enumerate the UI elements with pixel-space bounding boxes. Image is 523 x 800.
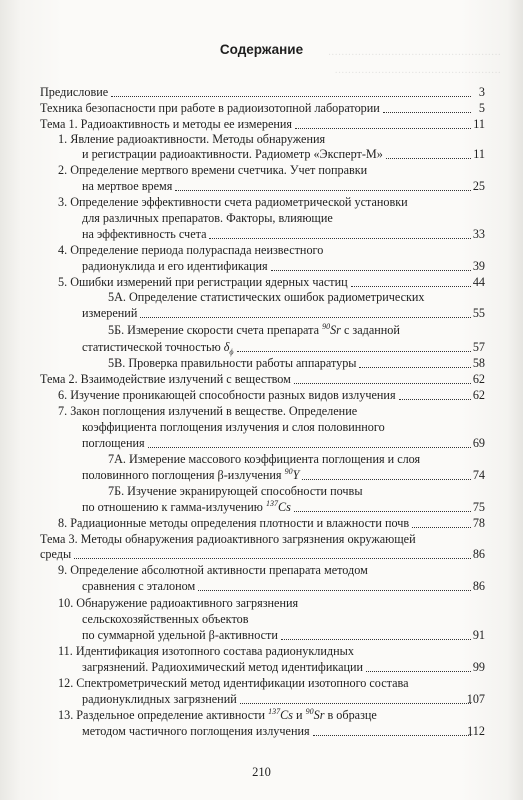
toc-page-number: 58: [472, 356, 485, 370]
toc-entry-text: Тема 2. Взаимодействие излучений с веществом: [40, 372, 291, 386]
toc-entry-line: [0, 546, 523, 562]
dot-leader: [412, 527, 471, 528]
toc-entry-text: на мертвое время: [82, 179, 173, 193]
toc-page-number: 57: [472, 340, 485, 354]
dot-leader: [302, 479, 471, 480]
toc-page-number: 33: [472, 227, 485, 241]
toc-page-number: 78: [472, 516, 485, 530]
toc-page-number: 86: [472, 547, 485, 561]
toc-page-number: 86: [472, 579, 485, 593]
toc-entry-text: Техника безопасности при работе в радиоизотопной лаборатории: [40, 101, 380, 115]
toc-entry-line: [0, 451, 523, 467]
toc-entry-line: [0, 562, 523, 578]
toc-page-number: 75: [472, 500, 485, 514]
dot-leader: [175, 190, 471, 191]
dot-leader: [351, 286, 471, 287]
toc-entry-text: 9. Определение абсолютной активности препарата методом: [58, 563, 368, 577]
dot-leader: [240, 703, 471, 704]
dot-leader: [313, 735, 471, 736]
toc-entry-line: [0, 691, 523, 707]
toc-entry-text: измерений: [82, 306, 138, 320]
toc-page-number: 91: [472, 628, 485, 642]
toc-entry-text: 7Б. Изучение экранирующей способности почвы: [108, 484, 363, 498]
dot-leader: [271, 270, 471, 271]
toc-entry-text: 13. Раздельное определение активности $^{137}$Cs и $^{90}$Sr в образце: [58, 706, 377, 722]
toc-entry-line: [0, 84, 523, 100]
toc-entry-text: 7. Закон поглощения излучений в веществе. Определение: [58, 404, 358, 418]
toc-entry-text: 7А. Измерение массового коэффициента поглощения и слоя: [108, 452, 421, 466]
toc-entry-text: половинного поглощения β-излучения $^{90}$Y: [82, 466, 300, 482]
dot-leader: [209, 238, 471, 239]
show-through-text: ····················································: [327, 50, 501, 61]
page-number: 210: [252, 765, 271, 779]
toc-entry-text: 8. Радиационные методы определения плотности и влажности почв: [58, 516, 410, 530]
toc-entry-line: [0, 467, 523, 483]
toc-entry-line: [0, 627, 523, 643]
toc-entry-line: [0, 146, 523, 162]
toc-page-number: 112: [467, 724, 485, 738]
toc-page-number: 3: [478, 85, 485, 99]
toc-entry-line: [0, 435, 523, 451]
dot-leader: [148, 447, 471, 448]
toc-entry-text: 5В. Проверка правильности работы аппаратуры: [108, 356, 357, 370]
dot-leader: [366, 671, 471, 672]
toc-page-number: 55: [472, 306, 485, 320]
toc-entry-text: методом частичного поглощения излучения: [82, 724, 310, 738]
toc-entry-text: Тема 1. Радиоактивность и методы ее измерения: [40, 117, 293, 131]
toc-entry-line: [0, 515, 523, 531]
toc-entry-text: 5. Ошибки измерений при регистрации ядерных частиц: [58, 275, 348, 289]
toc-entry-line: [0, 707, 523, 723]
toc-entry-text: радионуклида и его идентификация: [82, 259, 268, 273]
toc-entry-text: сравнения с эталоном: [82, 579, 196, 593]
dot-leader: [295, 128, 471, 129]
dot-leader: [140, 317, 471, 318]
toc-page-number: 44: [472, 275, 485, 289]
toc-entry-line: [0, 403, 523, 419]
dot-leader: [198, 590, 471, 591]
toc-entry-line: [0, 162, 523, 178]
toc-entry-line: [0, 419, 523, 435]
toc-entry-text: 3. Определение эффективности счета радиометрической установки: [58, 195, 408, 209]
toc-entry-text: 1. Явление радиоактивности. Методы обнаружения: [58, 132, 326, 146]
toc-entry-line: [0, 371, 523, 387]
toc-entry-text: 5Б. Измерение скорости счета препарата $^{90}$Sr с заданной: [108, 321, 400, 337]
toc-entry-line: [0, 355, 523, 371]
toc-entry-text: для различных препаратов. Факторы, влияющие: [82, 211, 333, 225]
dot-leader: [111, 96, 471, 97]
toc-page-number: 11: [473, 147, 485, 161]
toc-entry-text: радионуклидных загрязнений: [82, 692, 237, 706]
show-through-text: ··················································: [334, 68, 501, 79]
dot-leader: [237, 351, 471, 352]
toc-entry-line: [0, 387, 523, 403]
toc-entry-line: [0, 289, 523, 305]
toc-entry-text: Тема 3. Методы обнаружения радиоактивного загрязнения окружающей: [40, 532, 416, 546]
toc-entry-text: статистической точностью $\delta_\phi$: [82, 340, 234, 357]
toc-page-number: 39: [472, 259, 485, 273]
toc-page-number: 62: [472, 388, 485, 402]
toc-entry-text: 12. Спектрометрический метод идентификации изотопного состава: [58, 676, 409, 690]
toc-page-number: 74: [472, 468, 485, 482]
toc-page-number: 62: [472, 372, 485, 386]
toc-page-number: 25: [472, 179, 485, 193]
toc-entry-text: 6. Изучение проникающей способности разных видов излучения: [58, 388, 396, 402]
toc-entry-line: [0, 210, 523, 226]
toc-entry-text: 11. Идентификация изотопного состава радионуклидных: [58, 644, 354, 658]
toc-entry-line: [0, 100, 523, 116]
toc-entry-text: и регистрации радиоактивности. Радиометр «Эксперт-М»: [82, 147, 383, 161]
toc-entry-line: [0, 483, 523, 499]
toc-page-number: 99: [472, 660, 485, 674]
toc-entry-line: [0, 578, 523, 594]
dot-leader: [399, 399, 471, 400]
toc-entry-line: [0, 611, 523, 627]
toc-entry-text: поглощения: [82, 436, 145, 450]
dot-leader: [74, 558, 471, 559]
toc-entry-line: [0, 723, 523, 739]
toc-entry-text: сельскохозяйственных объектов: [82, 612, 249, 626]
toc-entry-line: [0, 274, 523, 290]
toc-page-number: 5: [478, 101, 485, 115]
toc-entry-line: [0, 226, 523, 242]
toc-entry-text: на эффективность счета: [82, 227, 207, 241]
dot-leader: [294, 383, 471, 384]
toc-entry-line: [0, 531, 523, 547]
toc-entry-text: 2. Определение мертвого времени счетчика. Учет поправки: [58, 163, 368, 177]
toc-entry-text: 5А. Определение статистических ошибок радиометрических: [108, 290, 425, 304]
dot-leader: [294, 511, 471, 512]
toc-entry-line: [0, 131, 523, 147]
toc-entry-line: [0, 595, 523, 611]
toc-page-number: 11: [473, 117, 485, 131]
dot-leader: [386, 158, 471, 159]
toc-entry-line: [0, 659, 523, 675]
toc-entry-line: [0, 116, 523, 132]
toc-entry-line: [0, 643, 523, 659]
toc-entry-text: Предисловие: [40, 85, 109, 99]
toc-page-number: 107: [466, 692, 485, 706]
toc-page-number: 69: [472, 436, 485, 450]
toc-entry-line: [0, 178, 523, 194]
toc-entry-text: коэффициента поглощения излучения и слоя половинного: [82, 420, 385, 434]
toc-entry-line: [0, 242, 523, 258]
toc-entry-text: 10. Обнаружение радиоактивного загрязнения: [58, 596, 299, 610]
dot-leader: [281, 639, 471, 640]
toc-entry-line: [0, 339, 523, 355]
dot-leader: [383, 112, 471, 113]
toc-entry-line: [0, 675, 523, 691]
toc-entry-line: [0, 194, 523, 210]
toc-entry-text: по отношению к гамма-излучению $^{137}$Cs: [82, 498, 291, 514]
dot-leader: [359, 367, 471, 368]
toc-entry-line: [0, 322, 523, 338]
toc-entry-line: [0, 305, 523, 321]
toc-entry-text: загрязнений. Радиохимический метод идентификации: [82, 660, 364, 674]
toc-entry-text: по суммарной удельной β-активности: [82, 628, 278, 642]
toc-entry-line: [0, 258, 523, 274]
page-title: Содержание: [219, 42, 304, 57]
toc-entry-text: среды: [40, 547, 72, 561]
toc-entry-text: 4. Определение периода полураспада неизвестного: [58, 243, 324, 257]
toc-entry-line: [0, 499, 523, 515]
